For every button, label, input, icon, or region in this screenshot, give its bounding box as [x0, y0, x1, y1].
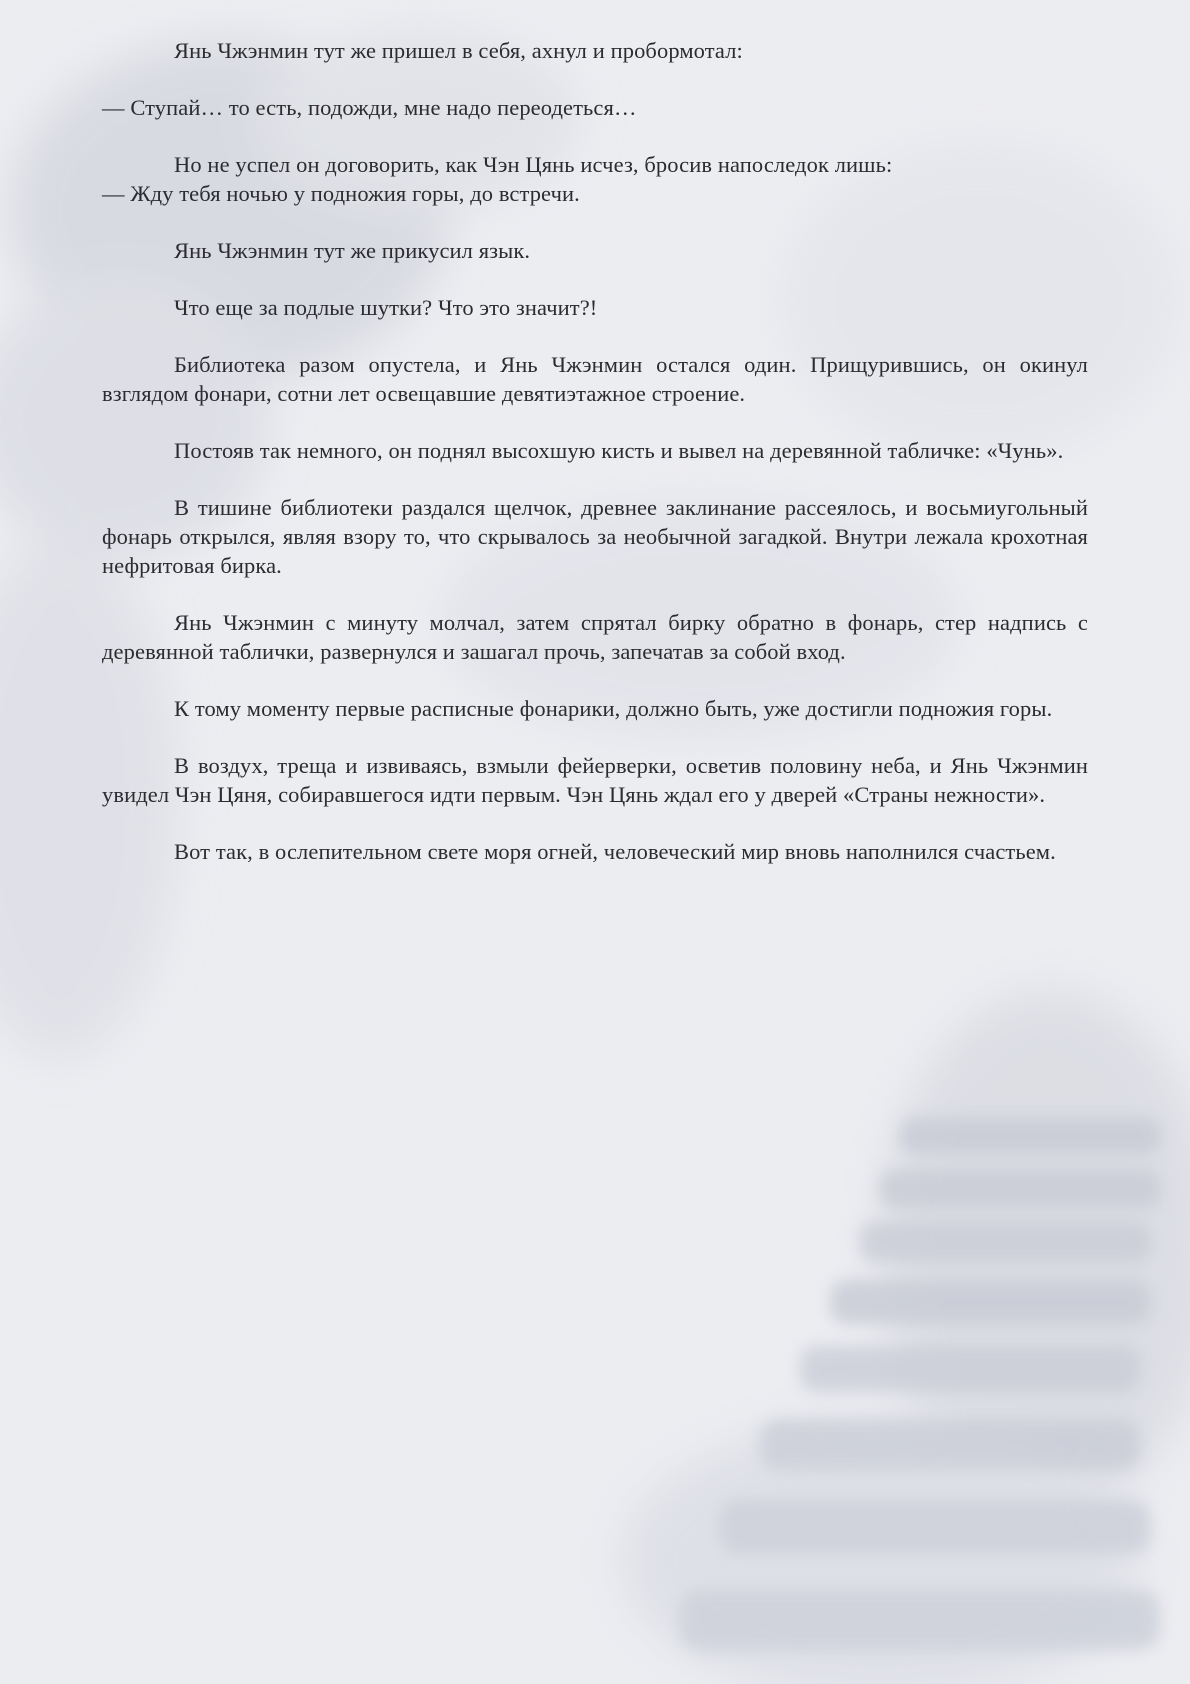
paragraph: Но не успел он договорить, как Чэн Цянь исчез, бросив напоследок лишь:: [174, 152, 893, 177]
paragraph: К тому моменту первые расписные фонарики, должно быть, уже достигли подножия горы.: [174, 696, 1053, 721]
paragraph: Библиотека разом опустела, и Янь Чжэнмин остался один. Прищурившись, он окинул взглядом фонари, сотни лет освещавшие девятиэтажное строение.: [102, 352, 1088, 406]
paragraph: Вот так, в ослепительном свете моря огней, человеческий мир вновь наполнился счастьем.: [174, 839, 1056, 864]
paragraph: Янь Чжэнмин с минуту молчал, затем спрятал бирку обратно в фонарь, стер надпись с деревянной таблички, развернулся и зашагал прочь, запечатав за собой вход.: [102, 610, 1088, 664]
paragraph-dialogue: — Ступай… то есть, подожди, мне надо переодеться…: [102, 95, 637, 120]
paragraph: В тишине библиотеки раздался щелчок, древнее заклинание рассеялось, и восьмиугольный фонарь открылся, являя взору то, что скрывалось за необычной загадкой. Внутри лежала крохотная нефритовая бирка.: [102, 495, 1088, 578]
paragraph: Что еще за подлые шутки? Что это значит?!: [174, 295, 598, 320]
story-text: [102, 36, 1088, 894]
paragraph-dialogue: — Жду тебя ночью у подножия горы, до встречи.: [102, 181, 580, 206]
paragraph: В воздух, треща и извиваясь, взмыли фейерверки, осветив половину неба, и Янь Чжэнмин увидел Чэн Цяня, собиравшегося идти первым. Чэн Цянь ждал его у дверей «Страны нежности».: [102, 753, 1088, 807]
paragraph: Янь Чжэнмин тут же прикусил язык.: [174, 238, 531, 263]
paragraph: Постояв так немного, он поднял высохшую кисть и вывел на деревянной табличке: «Чунь».: [174, 438, 1064, 463]
paragraph: Янь Чжэнмин тут же пришел в себя, ахнул и пробормотал:: [174, 38, 743, 63]
